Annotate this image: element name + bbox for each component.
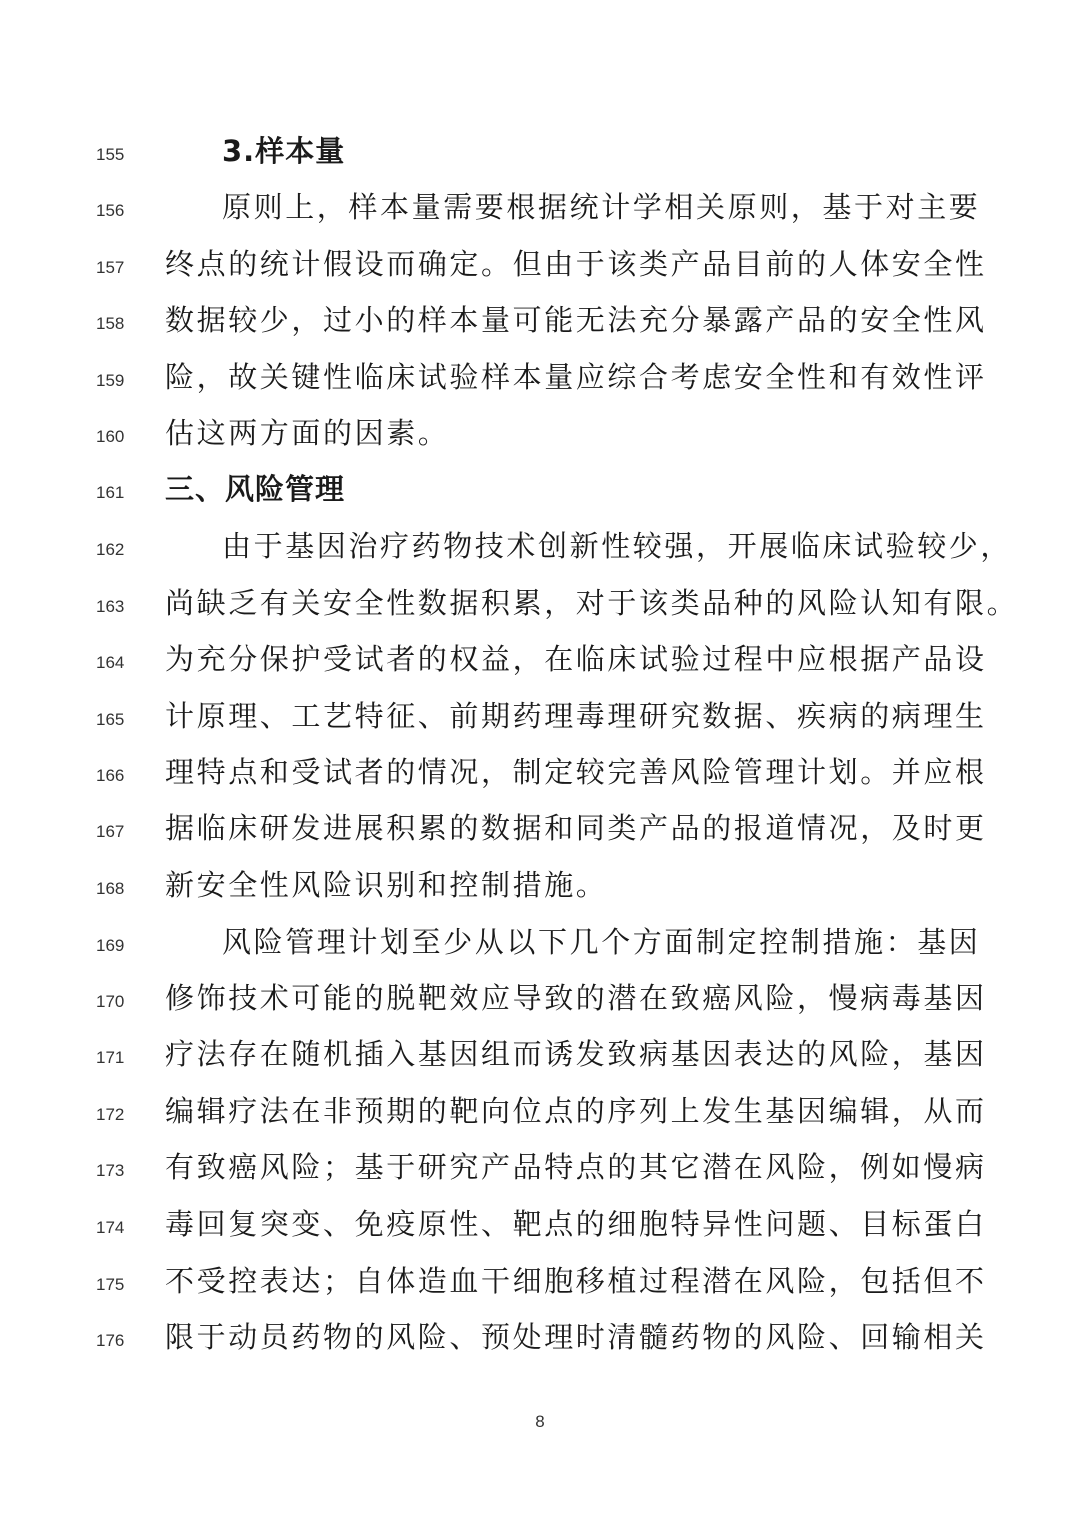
paragraph-text: 风险管理计划至少从以下几个方面制定控制措施：基因 (222, 925, 981, 959)
line-number: 164 (96, 653, 125, 672)
paragraph-text: 编辑疗法在非预期的靶向位点的序列上发生基因编辑，从而 (165, 1094, 987, 1128)
line-160 (0, 413, 1080, 453)
line-155 (0, 131, 1080, 171)
paragraph-text: 不受控表达；自体造血干细胞移植过程潜在风险，包括但不 (165, 1264, 987, 1298)
paragraph-text: 毒回复突变、免疫原性、靶点的细胞特异性问题、目标蛋白 (165, 1207, 987, 1241)
line-156 (0, 187, 1080, 227)
section-heading: 三、风险管理 (165, 472, 346, 506)
line-number: 173 (96, 1161, 125, 1180)
line-167 (0, 808, 1080, 848)
line-175 (0, 1261, 1080, 1301)
paragraph-text: 尚缺乏有关安全性数据积累，对于该类品种的风险认知有限。 (165, 586, 1019, 620)
paragraph-text: 新安全性风险识别和控制措施。 (165, 868, 608, 902)
page-number: 8 (535, 1412, 545, 1431)
line-162 (0, 526, 1080, 566)
line-number: 162 (96, 540, 125, 559)
line-157 (0, 244, 1080, 284)
line-163 (0, 583, 1080, 623)
paragraph-text: 终点的统计假设而确定。但由于该类产品目前的人体安全性 (165, 247, 987, 281)
line-number: 159 (96, 371, 125, 390)
line-number: 157 (96, 258, 125, 277)
line-161 (0, 469, 1080, 509)
line-number: 175 (96, 1275, 125, 1294)
line-number: 156 (96, 201, 125, 220)
line-165 (0, 696, 1080, 736)
line-171 (0, 1034, 1080, 1074)
paragraph-text: 由于基因治疗药物技术创新性较强，开展临床试验较少， (222, 529, 1013, 563)
line-number: 166 (96, 766, 125, 785)
line-number: 160 (96, 427, 125, 446)
line-number: 155 (96, 145, 125, 164)
line-159 (0, 357, 1080, 397)
line-164 (0, 639, 1080, 679)
section-heading: 3.样本量 (222, 134, 346, 168)
line-number: 176 (96, 1331, 125, 1350)
line-number: 174 (96, 1218, 125, 1237)
line-170 (0, 978, 1080, 1018)
line-173 (0, 1147, 1080, 1187)
paragraph-text: 数据较少，过小的样本量可能无法充分暴露产品的安全性风 (165, 303, 987, 337)
paragraph-text: 有致癌风险；基于研究产品特点的其它潜在风险，例如慢病 (165, 1150, 987, 1184)
line-number: 161 (96, 483, 125, 502)
paragraph-text: 险，故关键性临床试验样本量应综合考虑安全性和有效性评 (165, 360, 987, 394)
paragraph-text: 估这两方面的因素。 (165, 416, 450, 450)
line-169 (0, 922, 1080, 962)
paragraph-text: 计原理、工艺特征、前期药理毒理研究数据、疾病的病理生 (165, 699, 987, 733)
line-176 (0, 1317, 1080, 1357)
line-number: 172 (96, 1105, 125, 1124)
line-number: 163 (96, 597, 125, 616)
line-number: 158 (96, 314, 125, 333)
paragraph-text: 理特点和受试者的情况，制定较完善风险管理计划。并应根 (165, 755, 987, 789)
paragraph-text: 疗法存在随机插入基因组而诱发致病基因表达的风险，基因 (165, 1037, 987, 1071)
line-number: 171 (96, 1048, 125, 1067)
line-number: 165 (96, 710, 125, 729)
line-number: 168 (96, 879, 125, 898)
line-168 (0, 865, 1080, 905)
line-174 (0, 1204, 1080, 1244)
line-number: 167 (96, 822, 125, 841)
line-number: 169 (96, 936, 125, 955)
paragraph-text: 原则上，样本量需要根据统计学相关原则，基于对主要 (222, 190, 981, 224)
paragraph-text: 限于动员药物的风险、预处理时清髓药物的风险、回输相关 (165, 1320, 987, 1354)
paragraph-text: 为充分保护受试者的权益，在临床试验过程中应根据产品设 (165, 642, 987, 676)
paragraph-text: 修饰技术可能的脱靶效应导致的潜在致癌风险，慢病毒基因 (165, 981, 987, 1015)
line-number: 170 (96, 992, 125, 1011)
line-172 (0, 1091, 1080, 1131)
line-158 (0, 300, 1080, 340)
paragraph-text: 据临床研发进展积累的数据和同类产品的报道情况，及时更 (165, 811, 987, 845)
line-166 (0, 752, 1080, 792)
